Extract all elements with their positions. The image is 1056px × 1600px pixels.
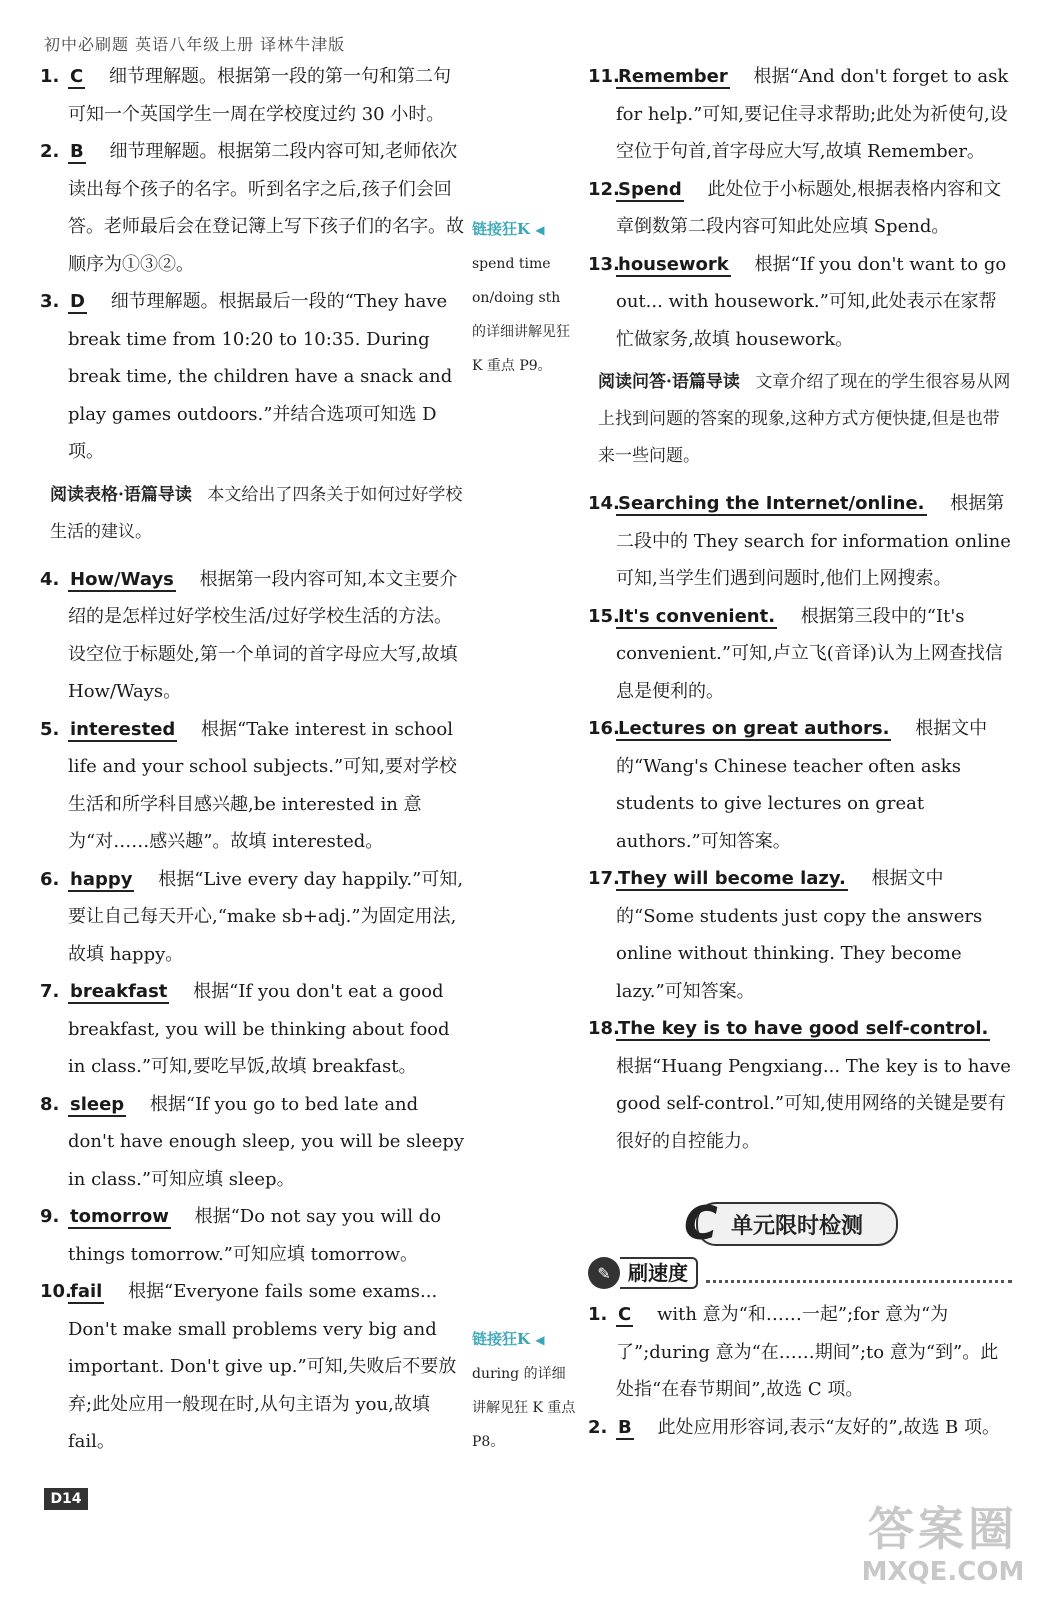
sub-banner-label: 刷速度 [620, 1257, 698, 1289]
reading-guide [40, 477, 465, 551]
item-answer: B [618, 1416, 632, 1438]
item-number: 5. [40, 718, 60, 740]
answer-item [588, 710, 1012, 860]
answer-item [588, 171, 1012, 246]
page-number: D14 [44, 1488, 88, 1510]
answer-item [40, 561, 465, 711]
answer-item [40, 58, 465, 133]
item-answer: How/Ways [70, 568, 174, 590]
arrow-icon: ◀ [535, 1333, 545, 1347]
answer-item [40, 1273, 465, 1461]
item-number: 10. [40, 1281, 72, 1302]
watermark-sub: MXQE.COM [861, 1557, 1025, 1587]
item-answer: tomorrow [70, 1206, 169, 1227]
section-title: 单元限时检测 [730, 1213, 863, 1239]
item-explanation: 细节理解题。根据第二段内容可知,老师依次读出每个孩子的名字。听到名字之后,孩子们会回答。老师最后会在登记簿上写下孩子们的名字。故顺序为①③②。 [68, 141, 464, 275]
right-column [588, 58, 1012, 1160]
item-explanation: 根据“Live every day happily.”可知,要让自己每天开心,“make sb+adj.”为固定用法,故填 happy。 [68, 868, 464, 965]
answer-item [588, 246, 1012, 359]
item-answer: C [618, 1304, 632, 1325]
section-banner [684, 1196, 898, 1250]
item-explanation: 此处位于小标题处,根据表格内容和文章倒数第二段内容可知此处应填 Spend。 [616, 178, 1002, 237]
item-explanation: 根据文中的“Some students just copy the answers online without thinking. They become lazy.”可知答案。 [616, 868, 983, 1002]
item-number: 2. [40, 141, 60, 162]
item-answer: housework [618, 253, 729, 275]
item-number: 3. [40, 291, 60, 312]
item-number: 2. [588, 1416, 608, 1438]
item-explanation: 根据文中的“Wang's Chinese teacher often asks students to give lectures on great authors.”可知答案。 [616, 718, 988, 852]
item-explanation: 根据“Huang Pengxiang... The key is to have good self-control.”可知,使用网络的关键是要有很好的自控能力。 [616, 1055, 1011, 1152]
answer-item [588, 1010, 1012, 1160]
item-number: 7. [40, 981, 60, 1002]
item-explanation: 根据“Everyone fails some exams... Don't make small problems very big and important. Don't give up.”可知,失败后不要放弃;此处应用一般现在时,从句主语为 you,故填 fail。 [68, 1281, 457, 1452]
page-header: 初中必刷题 英语八年级上册 译林牛津版 [44, 35, 346, 54]
item-answer: The key is to have good self-control. [618, 1018, 989, 1039]
answer-item [588, 1296, 1012, 1409]
item-answer: Spend [618, 178, 682, 200]
item-explanation: 此处应用形容词,表示“友好的”,故选 B 项。 [657, 1416, 1000, 1438]
guide-text: 文章介绍了现在的学生很容易从网上找到问题的答案的现象,这种方式方便快捷,但是也带来一些问题。 [598, 372, 1011, 466]
item-explanation: 根据第一段内容可知,本文主要介绍的是怎样过好学校生活/过好学校生活的方法。设空位于标题处,第一个单词的首字母应大写,故填 How/Ways。 [68, 568, 458, 702]
side-note-text: during 的详细讲解见狂 K 重点 P8。 [472, 1366, 576, 1450]
section-letter-badge: C [684, 1196, 718, 1250]
side-note-link [472, 1322, 578, 1459]
item-answer: happy [70, 868, 133, 890]
item-number: 1. [588, 1304, 608, 1325]
answer-item [40, 861, 465, 974]
item-number: 6. [40, 868, 60, 890]
item-number: 16. [588, 718, 620, 739]
answer-item [588, 1409, 1012, 1447]
item-answer: D [70, 291, 85, 312]
dotted-divider [706, 1264, 1012, 1283]
item-answer: Lectures on great authors. [618, 718, 890, 739]
arrow-icon: ◀ [535, 223, 545, 237]
item-explanation: 根据“Do not say you will do things tomorrow.”可知应填 tomorrow。 [68, 1206, 442, 1265]
item-explanation: with 意为“和……一起”;for 意为“为了”;during 意为“在……期间”;to 意为“到”。此处指“在春节期间”,故选 C 项。 [616, 1304, 999, 1400]
answer-item [588, 598, 1012, 711]
side-note-link [472, 212, 578, 383]
answer-item [40, 1086, 465, 1199]
item-number: 15. [588, 605, 620, 627]
guide-title: 阅读问答·语篇导读 [598, 372, 740, 392]
item-explanation: 根据“If you don't eat a good breakfast, you will be thinking about food in class.”可知,要吃早饭,故填 breakfast。 [68, 981, 450, 1077]
answer-item [40, 711, 465, 861]
answer-item [40, 973, 465, 1086]
item-answer: fail [70, 1281, 103, 1302]
item-number: 11. [588, 66, 620, 87]
item-answer: interested [70, 718, 176, 740]
item-explanation: 根据“If you go to bed late and don't have enough sleep, you will be sleepy in class.”可知应填 sleep。 [68, 1093, 465, 1190]
side-note-title: 链接狂K ◀ [472, 220, 545, 238]
item-number: 4. [40, 568, 60, 590]
item-explanation: 根据第三段中的“It's convenient.”可知,卢立飞(音译)认为上网查找信息是便利的。 [616, 605, 1003, 702]
guide-text: 本文给出了四条关于如何过好学校生活的建议。 [50, 484, 463, 542]
item-answer: Searching the Internet/online. [618, 493, 925, 514]
item-answer: It's convenient. [618, 605, 776, 627]
item-number: 12. [588, 178, 620, 200]
item-number: 18. [588, 1018, 620, 1039]
item-explanation: 根据第二段中的 They search for information online 可知,当学生们遇到问题时,他们上网搜索。 [616, 493, 1011, 589]
item-answer: sleep [70, 1093, 125, 1115]
left-column [40, 58, 465, 1461]
item-number: 8. [40, 1093, 60, 1115]
speed-section [588, 1296, 1012, 1446]
item-answer: They will become lazy. [618, 868, 846, 889]
item-answer: Remember [618, 66, 728, 87]
answer-item [40, 133, 465, 283]
answer-item [40, 1198, 465, 1273]
item-number: 14. [588, 493, 620, 514]
side-note-text: spend time on/doing sth 的详细讲解见狂 K 重点 P9。 [472, 256, 570, 374]
item-number: 13. [588, 253, 620, 275]
guide-title: 阅读表格·语篇导读 [50, 484, 192, 505]
item-explanation: 根据“And don't forget to ask for help.”可知,要记住寻求帮助;此处为祈使句,设空位于句首,首字母应大写,故填 Remember。 [616, 66, 1009, 162]
item-answer: breakfast [70, 981, 168, 1002]
item-answer: C [70, 66, 84, 87]
item-number: 9. [40, 1206, 60, 1227]
answer-item [588, 58, 1012, 171]
item-explanation: 根据“If you don't want to go out... with housework.”可知,此处表示在家帮忙做家务,故填 housework。 [616, 253, 1007, 350]
answer-item [588, 485, 1012, 598]
answer-item [588, 860, 1012, 1010]
item-answer: B [70, 141, 84, 162]
item-number: 17. [588, 868, 620, 889]
item-explanation: 细节理解题。根据最后一段的“They have break time from 10:20 to 10:35. During break time, the children have a snack and play games outdoors.”并结合选项可知选 D 项。 [68, 291, 453, 462]
sub-banner [588, 1256, 1012, 1290]
answer-item [40, 283, 465, 471]
item-number: 1. [40, 66, 60, 87]
reading-guide [588, 364, 1012, 475]
side-note-title: 链接狂K ◀ [472, 1330, 545, 1348]
watermark-logo [838, 1502, 1048, 1594]
item-explanation: 细节理解题。根据第一段的第一句和第二句可知一个英国学生一周在学校度过约 30 小时。 [68, 66, 451, 125]
item-explanation: 根据“Take interest in school life and your school subjects.”可知,要对学校生活和所学科目感兴趣,be interested in 意为“对……感兴趣”。故填 interested。 [68, 718, 457, 852]
pencil-icon: ✎ [588, 1257, 620, 1289]
watermark-main: 答案圈 [868, 1502, 1018, 1556]
